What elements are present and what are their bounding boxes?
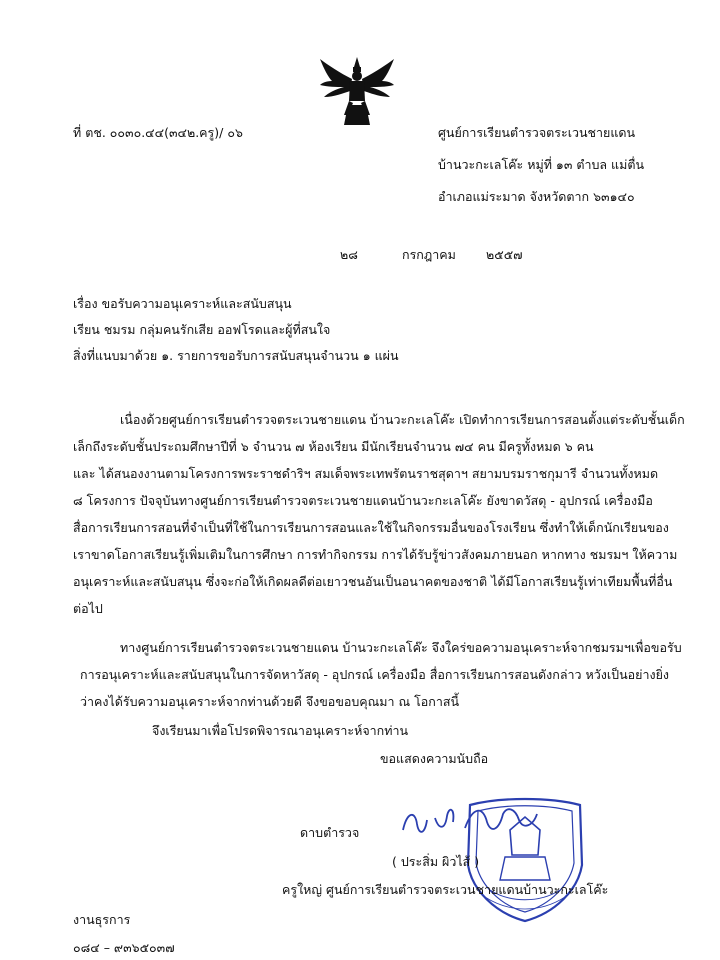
signature [395, 800, 545, 850]
closing-request: จึงเรียนมาเพื่อโปรดพิจารณาอนุเคราะห์จากท่าน [152, 723, 409, 738]
body-p1-line-4: ๘ โครงการ ปัจจุบันทางศูนย์การเรียนตำรวจตระเวนชายแดนบ้านวะกะเลโค๊ะ ยังขาดวัสดุ - อุปกรณ์ เครื่องมือ [73, 493, 653, 508]
recipient-line: เรียน ชมรม กลุ่มคนรักเสีย ออฟโรดและผู้ที่สนใจ [73, 322, 331, 337]
signer-rank: ดาบตำรวจ [300, 825, 360, 840]
attachment-line: สิ่งที่แนบมาด้วย ๑. รายการขอรับการสนับสนุนจำนวน ๑ แผ่น [73, 348, 399, 363]
signer-name: ( ประสิ่ม ผิวไส้ ) [392, 854, 480, 869]
document-number: ที่ ตช. ๐๐๓๐.๔๔(๓๔๒.ครู)/ ๐๖ [73, 125, 243, 140]
body-p2-line-1: ทางศูนย์การเรียนตำรวจตระเวนชายแดน บ้านวะกะเลโค๊ะ จึงใคร่ขอความอนุเคราะห์จากชมรมฯเพื่อขอรับ [120, 640, 682, 655]
sender-line-3: อำเภอแม่ระมาด จังหวัดตาก ๖๓๑๔๐ [438, 189, 635, 204]
body-p2-line-2: การอนุเคราะห์และสนับสนุนในการจัดหาวัสดุ - อุปกรณ์ เครื่องมือ สื่อการเรียนการสอนดังกล่าว หวังเป็นอย่างยิ่ง [80, 667, 670, 682]
body-p1-line-7: อนุเคราะห์และสนับสนุน ซึ่งจะก่อให้เกิดผลดีต่อเยาวชนอันเป็นอนาคตของชาติ ได้มีโอกาสเรียนรู้เท่าเทียมพื้นที่อื่น [73, 574, 673, 589]
body-p1-line-2: เล็กถึงระดับชั้นประถมศึกษาปีที่ ๖ จำนวน ๗ ห้องเรียน มีนักเรียนจำนวน ๗๔ คน มีครูทั้งหมด ๖ คน [73, 439, 594, 454]
date-day: ๒๘ [340, 247, 358, 262]
garuda-emblem [318, 55, 396, 127]
body-p1-line-1: เนื่องด้วยศูนย์การเรียนตำรวจตระเวนชายแดน บ้านวะกะเลโค๊ะ เปิดทำการเรียนการสอนตั้งแต่ระดับชั้นเด็ก [120, 412, 685, 427]
date-year: ๒๕๕๗ [486, 247, 523, 262]
sender-line-2: บ้านวะกะเลโค๊ะ หมู่ที่ ๑๓ ตำบล แม่ตื่น [438, 157, 645, 172]
body-p1-line-3: และ ได้สนองงานตามโครงการพระราชดำริฯ สมเด็จพระเทพรัตนราชสุดาฯ สยามบรมราชกุมารี จำนวนทั้งหมด [73, 466, 659, 481]
department: งานธุรการ [73, 912, 131, 927]
subject-line: เรื่อง ขอรับความอนุเคราะห์และสนับสนุน [73, 296, 292, 311]
signer-position: ครูใหญ่ ศูนย์การเรียนตำรวจตระเวนชายแดนบ้านวะกะเลโค๊ะ [282, 882, 609, 897]
regards: ขอแสดงความนับถือ [380, 751, 489, 766]
body-p1-line-8: ต่อไป [73, 601, 103, 616]
body-p1-line-5: สื่อการเรียนการสอนที่จำเป็นที่ใช้ในการเรียนการสอนและใช้ในกิจกรรมอื่นของโรงเรียน ซึ่งทำให้เด็กนักเรียนของ [73, 520, 669, 535]
body-p2-line-3: ว่าคงได้รับความอนุเคราะห์จากท่านด้วยดี จึงขอขอบคุณมา ณ โอกาสนี้ [80, 694, 460, 709]
body-p1-line-6: เราขาดโอกาสเรียนรู้เพิ่มเติมในการศึกษา การทำกิจกรรม การได้รับรู้ข่าวสังคมภายนอก หากทาง ชมรมฯ ให้ความ [73, 547, 678, 562]
date-month: กรกฎาคม [402, 247, 456, 262]
sender-line-1: ศูนย์การเรียนตำรวจตระเวนชายแดน [438, 125, 636, 140]
phone-number: ๐๘๔ – ๙๓๖๕๐๓๗ [73, 940, 175, 955]
